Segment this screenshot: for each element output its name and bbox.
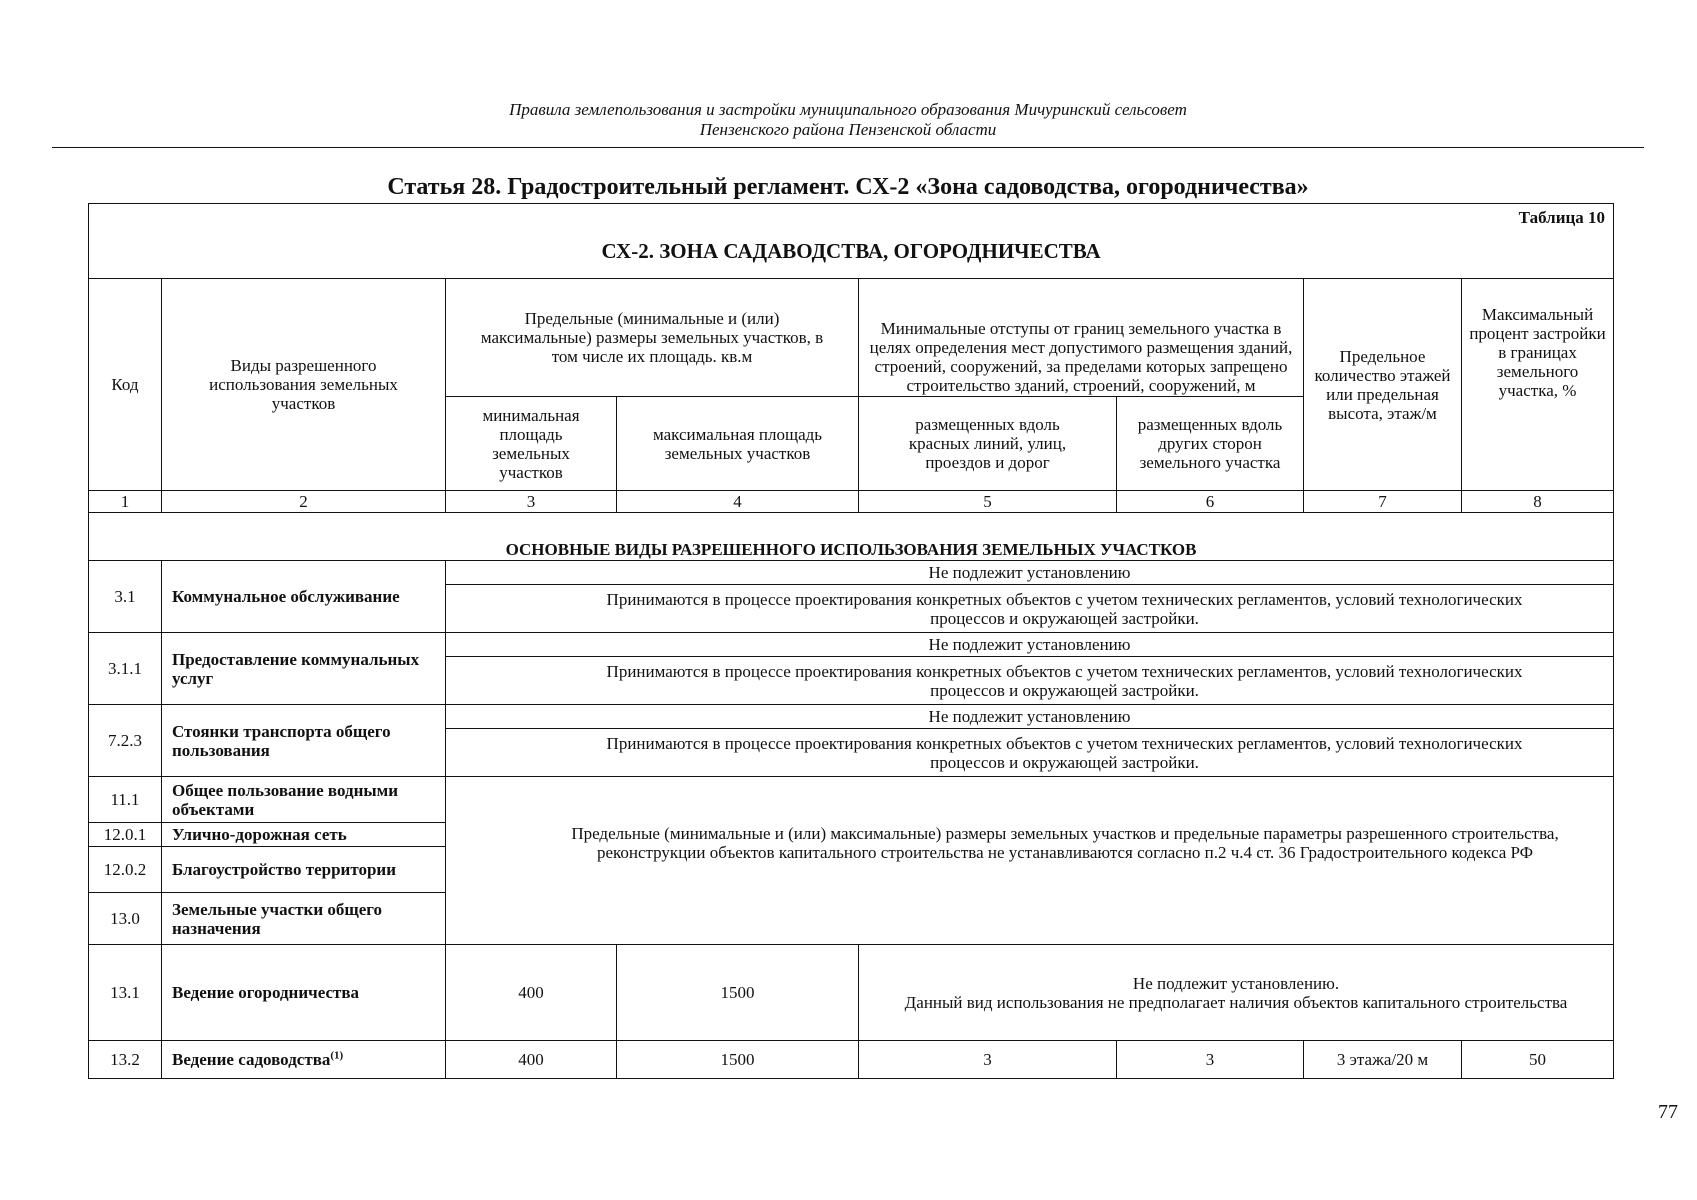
row-use-name: Общее пользование водными объектами	[162, 777, 446, 823]
table-row	[89, 633, 1614, 657]
col-header-max-area: максимальная площадь земельных участков	[617, 397, 859, 491]
accepted-text: Принимаются в процессе проектирования конкретных объектов с учетом технических регламентов, условий технологических процессов и окружающей застройки.	[446, 585, 1614, 633]
floors-value: 3 этажа/20 м	[1304, 1041, 1462, 1079]
not-set-text: Не подлежит установлению	[446, 633, 1614, 657]
row-use-name: Коммунальное обслуживание	[162, 561, 446, 633]
col-header-code: Код	[89, 279, 162, 491]
document-header	[52, 100, 1644, 140]
max-area-value: 1500	[617, 1041, 859, 1079]
row-code: 13.1	[89, 945, 162, 1041]
table-row	[89, 777, 1614, 823]
zone-title-cell	[89, 204, 1614, 279]
col-header-coverage: Максимальный процент застройки в границах земельного участка, %	[1462, 279, 1614, 491]
col-number: 4	[617, 491, 859, 513]
zone-title: СХ-2. ЗОНА САДАВОДСТВА, ОГОРОДНИЧЕСТВА	[601, 238, 1101, 263]
col-header-use: Виды разрешенного использования земельных участков	[162, 279, 446, 491]
page-number: 77	[1658, 1101, 1678, 1123]
note-line-2: Данный вид использования не предполагает наличия объектов капитального строительства	[904, 992, 1568, 1012]
header-row-1	[89, 279, 1614, 397]
row-code: 3.1	[89, 561, 162, 633]
col-number: 3	[446, 491, 617, 513]
table-row	[89, 945, 1614, 1041]
max-area-value: 1500	[617, 945, 859, 1041]
col-number: 1	[89, 491, 162, 513]
coverage-value: 50	[1462, 1041, 1614, 1079]
zone-title-row	[89, 204, 1614, 279]
row-use-name: Ведение огородничества	[162, 945, 446, 1041]
col-header-floors: Предельное количество этажей или предельная высота, этаж/м	[1304, 279, 1462, 491]
col-header-sizes: Предельные (минимальные и (или) максимальные) размеры земельных участков, в том числе их площадь. кв.м	[446, 279, 859, 397]
col-header-setbacks: Минимальные отступы от границ земельного участка в целях определения мест допустимого размещения зданий, строений, сооружений, за пределами которых запрещено строительство зданий, строений, сооружений, м	[859, 279, 1304, 397]
section-row	[89, 513, 1614, 561]
section-title: ОСНОВНЫЕ ВИДЫ РАЗРЕШЕННОГО ИСПОЛЬЗОВАНИЯ ЗЕМЕЛЬНЫХ УЧАСТКОВ	[89, 513, 1614, 561]
table-label: Таблица 10	[1518, 208, 1606, 227]
setback-other-sides-value: 3	[1117, 1041, 1304, 1079]
article-title: Статья 28. Градостроительный регламент. СХ-2 «Зона садоводства, огородничества»	[387, 174, 1309, 200]
accepted-text: Принимаются в процессе проектирования конкретных объектов с учетом технических регламентов, условий технологических процессов и окружающей застройки.	[446, 729, 1614, 777]
col-number: 7	[1304, 491, 1462, 513]
row-use-name	[162, 1041, 446, 1079]
col-header-along-other: размещенных вдоль других сторон земельного участка	[1117, 397, 1304, 491]
col-header-min-area: минимальная площадь земельных участков	[446, 397, 617, 491]
col-number: 8	[1462, 491, 1614, 513]
header-rule	[52, 147, 1644, 148]
row-code: 3.1.1	[89, 633, 162, 705]
not-set-text: Не подлежит установлению	[446, 561, 1614, 585]
row-use-name: Стоянки транспорта общего пользования	[162, 705, 446, 777]
footnote-marker: (1)	[330, 1049, 344, 1062]
table-row	[89, 1041, 1614, 1079]
note-line-1: Не подлежит установлению.	[1132, 973, 1340, 993]
row-code: 12.0.2	[89, 847, 162, 893]
col-header-along-red: размещенных вдоль красных линий, улиц, проездов и дорог	[859, 397, 1117, 491]
not-set-text: Не подлежит установлению	[446, 705, 1614, 729]
not-established-text: Предельные (минимальные и (или) максимальные) размеры земельных участков и предельные параметры разрешенного строительства, реконструкции объектов капитального строительства не устанавливаются согласно п.2 ч.4 ст. 36 Градостроительного кодекса РФ	[446, 777, 1614, 945]
row-use-name: Земельные участки общего назначения	[162, 893, 446, 945]
row-use-name: Благоустройство территории	[162, 847, 446, 893]
column-numbers-row	[89, 491, 1614, 513]
row-code: 13.2	[89, 1041, 162, 1079]
col-number: 6	[1117, 491, 1304, 513]
row-use-name-text: Ведение садоводства	[172, 1050, 331, 1069]
row-code: 13.0	[89, 893, 162, 945]
row-use-name: Предоставление коммунальных услуг	[162, 633, 446, 705]
header-line-2: Пензенского района Пензенской области	[699, 120, 997, 139]
min-area-value: 400	[446, 1041, 617, 1079]
row-code: 12.0.1	[89, 823, 162, 847]
col-number: 2	[162, 491, 446, 513]
table-row	[89, 561, 1614, 585]
min-area-value: 400	[446, 945, 617, 1041]
row-use-name: Улично-дорожная сеть	[162, 823, 446, 847]
row-code: 7.2.3	[89, 705, 162, 777]
capital-construction-note	[859, 945, 1614, 1041]
col-number: 5	[859, 491, 1117, 513]
row-code: 11.1	[89, 777, 162, 823]
table-row	[89, 705, 1614, 729]
regulation-table	[88, 203, 1614, 1079]
setback-red-lines-value: 3	[859, 1041, 1117, 1079]
accepted-text: Принимаются в процессе проектирования конкретных объектов с учетом технических регламентов, условий технологических процессов и окружающей застройки.	[446, 657, 1614, 705]
header-line-1: Правила землепользования и застройки муниципального образования Мичуринский сельсовет	[509, 100, 1187, 119]
